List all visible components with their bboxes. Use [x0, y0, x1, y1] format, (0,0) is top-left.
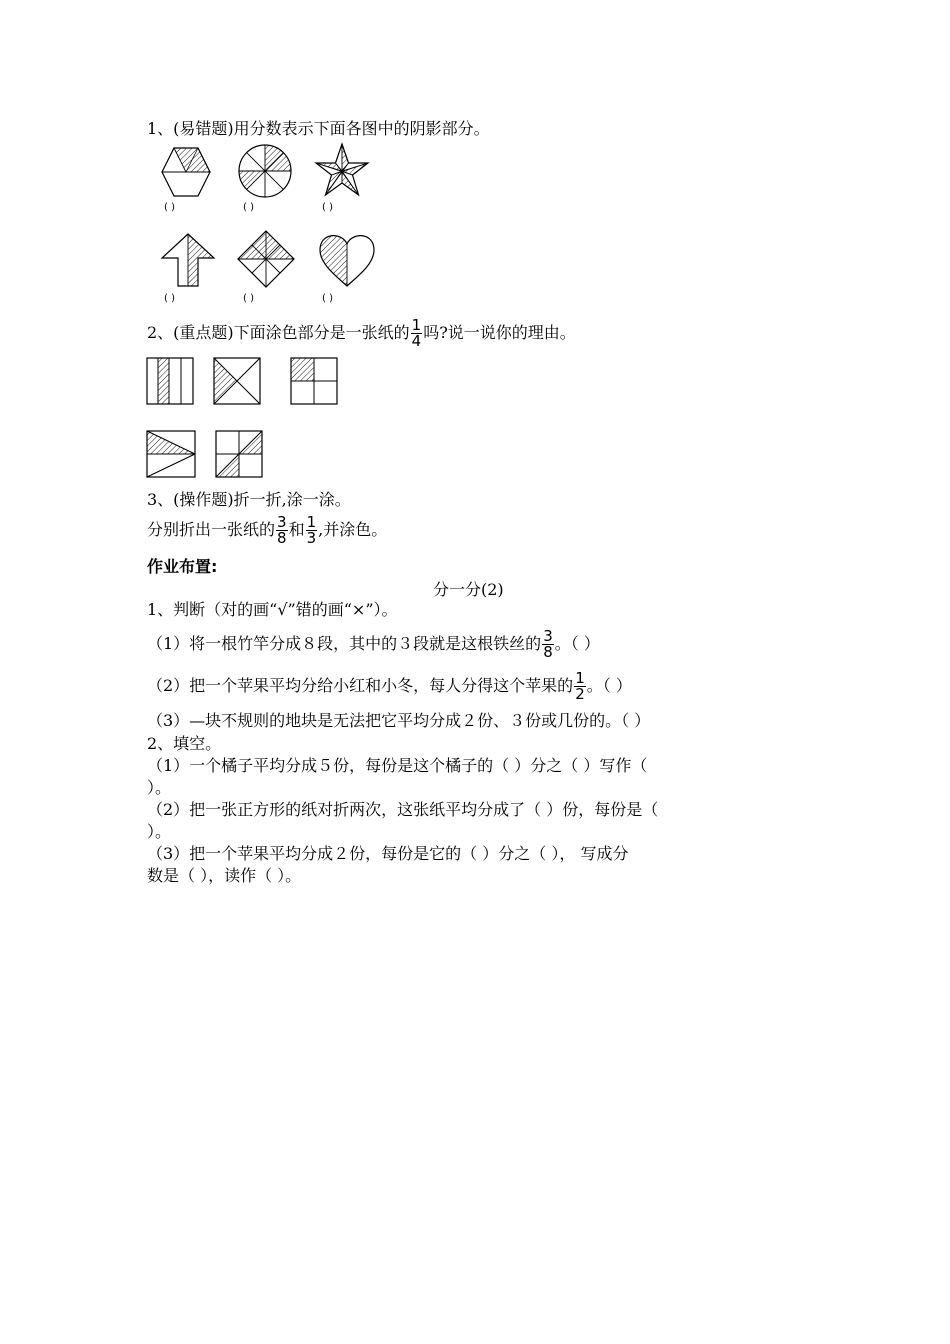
- star-icon: [313, 142, 371, 200]
- square-diagonal-icon: [213, 357, 261, 405]
- square-stripes-icon: [146, 357, 194, 405]
- fill-item-1a: （1）一个橘子平均分成５份，每份是这个橘子的（ ）分之（ ）写作（: [147, 756, 648, 775]
- fill-item-3b: 数是（ ），读作（ ）。: [147, 866, 302, 885]
- blank-2: ( ): [243, 202, 254, 213]
- q1-title: 1、(易错题)用分数表示下面各图中的阴影部分。: [147, 119, 490, 138]
- arrow-icon: [160, 232, 216, 288]
- judge-item-2: （2）把一个苹果平均分给小红和小冬，每人分得这个苹果的 $\frac{1}{2}$ 。（ ）: [147, 669, 632, 703]
- blank-6: ( ): [322, 293, 333, 304]
- circle-icon: [237, 143, 293, 199]
- judge-item-1: （1）将一根竹竿分成８段，其中的３段就是这根铁丝的 $\frac{3}{8}$ 。（ ）: [147, 627, 600, 661]
- fill-item-3a: （3）把一个苹果平均分成２份，每份是它的（ ）分之（ ）， 写成分: [147, 844, 629, 863]
- diamond-icon: [236, 229, 296, 289]
- blank-4: ( ): [164, 293, 175, 304]
- q2-title: 2、(重点题)下面涂色部分是一张纸的 $\frac{1}{4}$ 吗?说一说你的理由。: [147, 316, 576, 350]
- q3-line: 分别折出一张纸的 $\frac{3}{8}$ 和 $\frac{1}{3}$ ,并涂色。: [147, 513, 388, 547]
- blank-1: ( ): [164, 202, 175, 213]
- fraction-one-third: $\frac{1}{3}$: [306, 513, 317, 547]
- fill-title: 2、填空。: [147, 734, 222, 753]
- blank-3: ( ): [322, 202, 333, 213]
- fraction-three-eighths: $\frac{3}{8}$: [277, 513, 287, 547]
- homework-heading: 作业布置:: [147, 557, 218, 576]
- judge-title: 1、判断（对的画“√”错的画“×”）。: [147, 600, 398, 619]
- square-grid-icon: [215, 430, 263, 478]
- hexagon-icon: [160, 146, 212, 198]
- heart-icon: [318, 232, 376, 288]
- fill-item-2a: （2）把一张正方形的纸对折两次，这张纸平均分成了（ ）份，每份是（: [147, 800, 659, 819]
- square-quarters-icon: [290, 357, 338, 405]
- fill-item-2b: ）。: [147, 822, 172, 841]
- q3-title: 3、(操作题)折一折,涂一涂。: [147, 490, 351, 509]
- fraction-one-quarter: $\frac{1}{4}$: [411, 316, 422, 350]
- blank-5: ( ): [243, 293, 254, 304]
- square-triangles-icon: [146, 430, 196, 478]
- fill-item-1b: ）。: [147, 778, 172, 797]
- homework-subtitle: 分一分(2): [433, 580, 504, 599]
- judge-item-3: （3）—块不规则的地块是无法把它平均分成２份、３份或几份的。（ ）: [147, 711, 651, 730]
